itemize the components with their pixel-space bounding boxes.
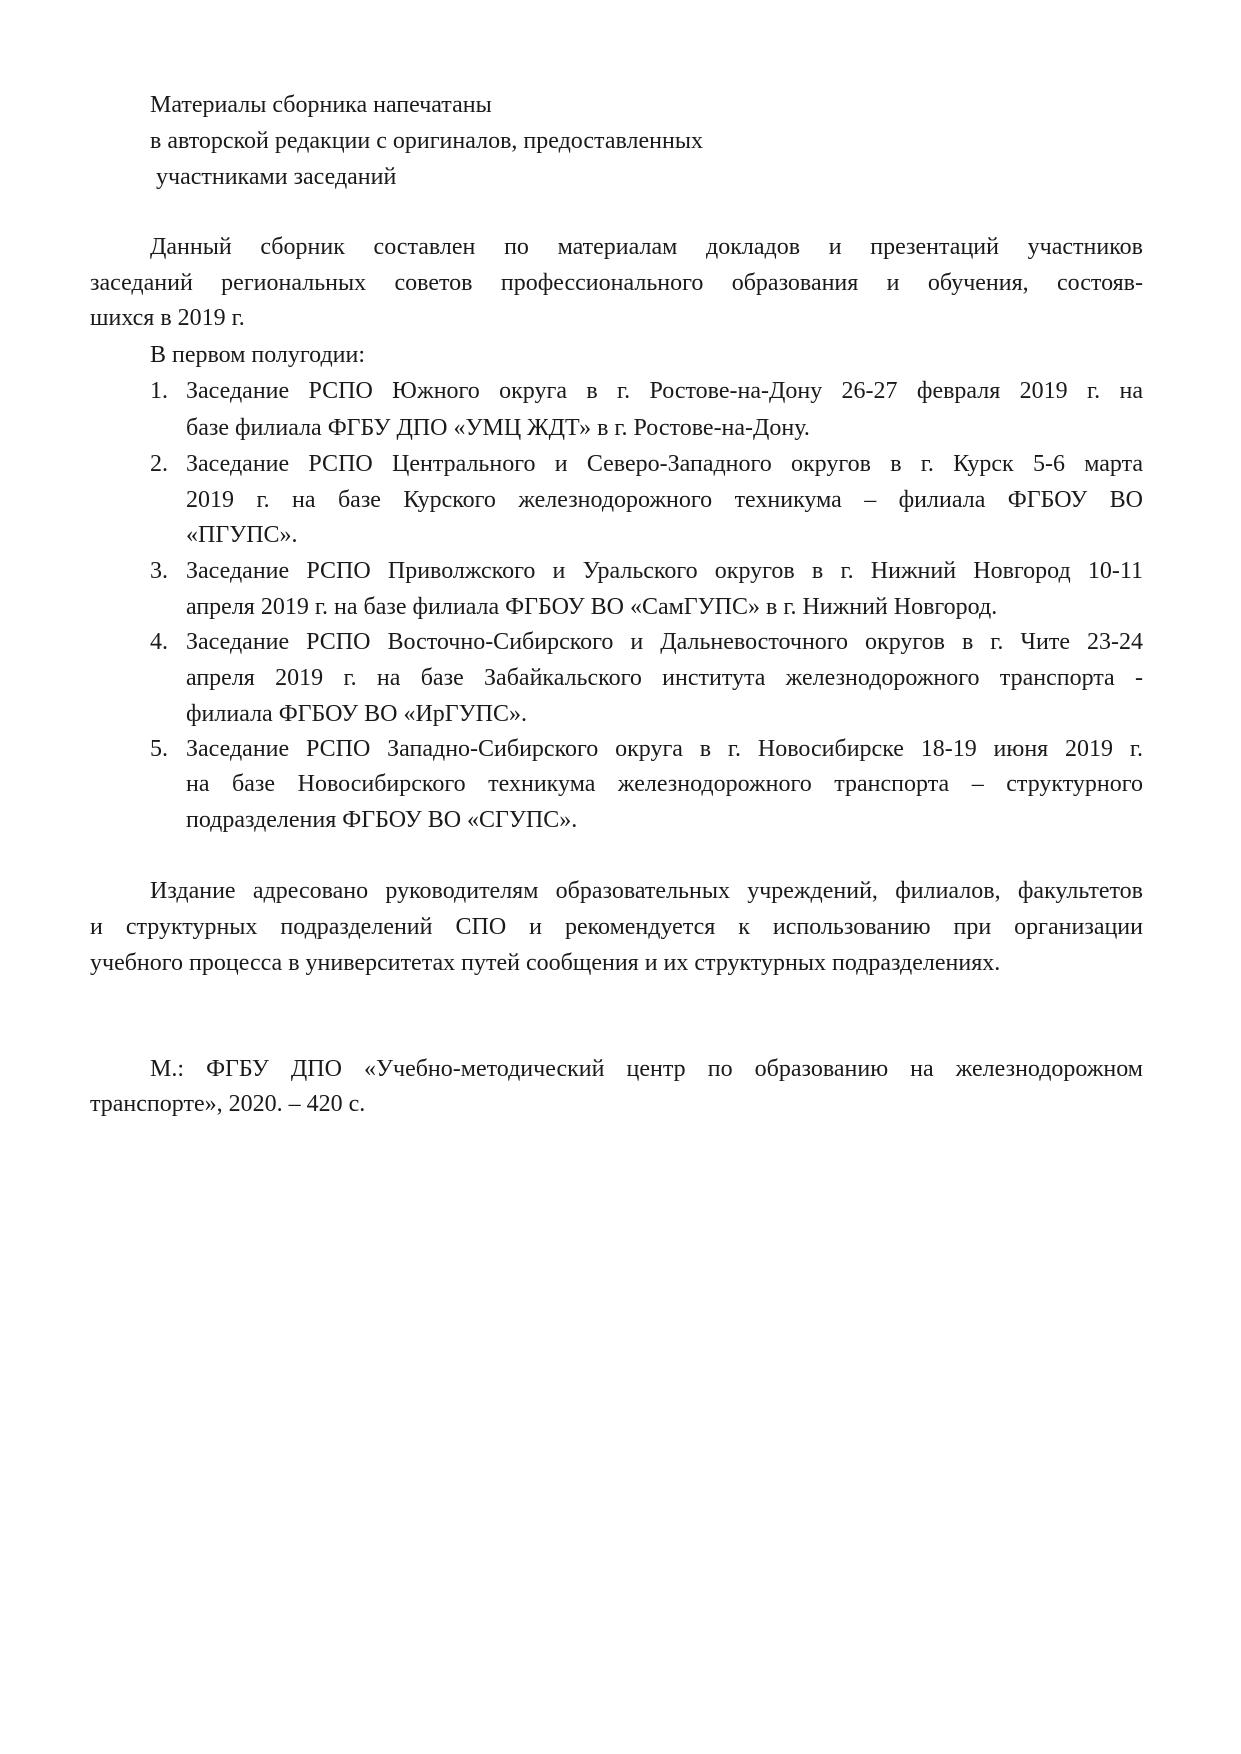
note-line: в авторской редакции с оригиналов, предоставленных (150, 128, 703, 154)
list-line: апреля 2019 г. на базе Забайкальского института железнодорожного транспорта - (186, 665, 1143, 691)
note-line: участниками заседаний (150, 164, 397, 190)
list-number: 3. (150, 558, 168, 584)
imprint-line: транспорте», 2020. – 420 с. (90, 1091, 366, 1117)
list-line: апреля 2019 г. на базе филиала ФГБОУ ВО «СамГУПС» в г. Нижний Новгород. (186, 594, 998, 620)
list-line: Заседание РСПО Приволжского и Уральского округов в г. Нижний Новгород 10-11 (186, 558, 1143, 584)
list-number: 5. (150, 736, 168, 762)
list-line: филиала ФГБОУ ВО «ИрГУПС». (186, 701, 528, 727)
list-number: 1. (150, 378, 168, 404)
audience-line: Издание адресовано руководителям образовательных учреждений, филиалов, факультетов (150, 878, 1143, 904)
list-line: Заседание РСПО Восточно-Сибирского и Дальневосточного округов в г. Чите 23-24 (186, 629, 1143, 655)
list-line: 2019 г. на базе Курского железнодорожного техникума – филиала ФГБОУ ВО (186, 487, 1143, 513)
audience-line: и структурных подразделений СПО и рекомендуется к использованию при организации (90, 914, 1143, 940)
list-number: 4. (150, 629, 168, 655)
intro-line: Данный сборник составлен по материалам докладов и презентаций участников (150, 234, 1143, 260)
list-line: подразделения ФГБОУ ВО «СГУПС». (186, 807, 578, 833)
list-line: Заседание РСПО Южного округа в г. Ростове-на-Дону 26-27 февраля 2019 г. на (186, 378, 1143, 404)
imprint-line: М.: ФГБУ ДПО «Учебно-методический центр по образованию на железнодорожном (150, 1056, 1143, 1082)
intro-line: заседаний региональных советов профессионального образования и обучения, состояв- (90, 270, 1143, 296)
list-line: Заседание РСПО Западно-Сибирского округа в г. Новосибирске 18-19 июня 2019 г. (186, 736, 1143, 762)
note-line: Материалы сборника напечатаны (150, 92, 492, 118)
list-line: базе филиала ФГБУ ДПО «УМЦ ЖДТ» в г. Ростове-на-Дону. (186, 415, 810, 441)
list-number: 2. (150, 451, 168, 477)
intro-line: шихся в 2019 г. (90, 305, 245, 331)
list-line: на базе Новосибирского техникума железнодорожного транспорта – структурного (186, 771, 1143, 797)
list-line: Заседание РСПО Центрального и Северо-Западного округов в г. Курск 5-6 марта (186, 451, 1143, 477)
list-line: «ПГУПС». (186, 522, 298, 548)
audience-line: учебного процесса в университетах путей сообщения и их структурных подразделениях. (90, 950, 1001, 976)
half-year-heading: В первом полугодии: (150, 342, 366, 368)
